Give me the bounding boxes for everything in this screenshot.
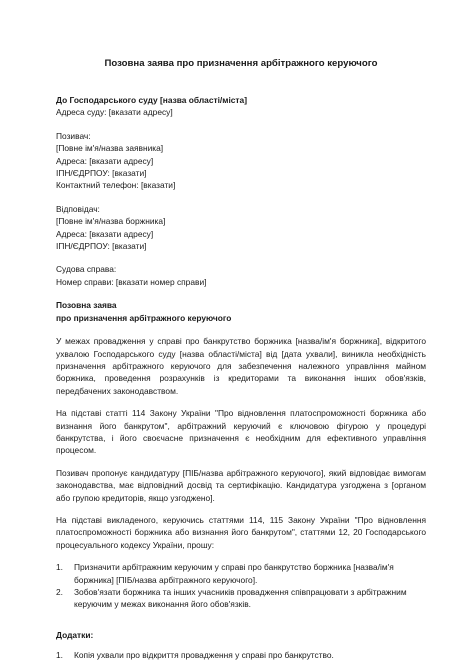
paragraph-3: Позивач пропонує кандидатуру [ПІБ/назва арбітражного керуючого], який відповідає вимогам законодавства, має відповідний досвід та сертифікацію. Кандидатура узгоджена з [органом або групою кредиторів, якщо узгоджено]. — [56, 467, 426, 503]
court-addressee: До Господарського суду [назва області/міста] — [56, 95, 247, 105]
plaintiff-label: Позивач: — [56, 130, 91, 141]
document-title: Позовна заява про призначення арбітражного керуючого — [104, 58, 378, 69]
list-item — [56, 586, 426, 611]
defendant-label: Відповідач: — [56, 203, 100, 214]
list-item-number: 1. — [56, 562, 63, 573]
court-address: Адреса суду: [вказати адресу] — [56, 107, 173, 118]
defendant-name: [Повне ім'я/назва боржника] — [56, 216, 166, 227]
plaintiff-address: Адреса: [вказати адресу] — [56, 155, 154, 166]
list-item-text: Копія ухвали про відкриття провадження у справі про банкрутство. — [74, 650, 334, 661]
case-number: Номер справи: [вказати номер справи] — [56, 276, 207, 287]
list-item-number: 2. — [56, 587, 63, 597]
defendant-address: Адреса: [вказати адресу] — [56, 228, 154, 239]
list-item-number: 1. — [56, 650, 63, 661]
list-item — [56, 561, 426, 586]
paragraph-1: У межах провадження у справі про банкрутство боржника [назва/ім'я боржника], відкритого ухвалою Господарського суду [назва області/міста] від [дата ухвали], виникла необхідність призначення арбітражного керуючого для забезпечення належного управління майном боржника, проведення розрахунків із кредиторами та виконання інших обов'язків, передбачених законодавством. — [56, 336, 426, 396]
heading-line-1: Позовна заява — [56, 300, 117, 311]
plaintiff-name: [Повне ім'я/назва заявника] — [56, 143, 164, 154]
attachments-list — [56, 649, 426, 661]
plaintiff-ipn: ІПН/ЄДРПОУ: [вказати] — [56, 168, 147, 179]
paragraph-4: На підставі викладеного, керуючись статтями 114, 115 Закону України "Про відновлення платоспроможності боржника або визнання його банкрутом", статтями 12, 20 Господарського процесуального кодексу України, прошу: — [56, 514, 426, 550]
request-list — [56, 561, 426, 611]
heading-line-2: про призначення арбітражного керуючого — [56, 312, 232, 323]
list-item-text: Зобов'язати боржника та інших учасників провадження співпрацювати з арбітражним керуючим у межах виконання його обов'язків. — [74, 587, 407, 610]
list-item-text: Призначити арбітражним керуючим у справі про банкрутство боржника [назва/ім'я боржника] [ПІБ/назва арбітражного керуючого]. — [74, 562, 394, 585]
case-label: Судова справа: — [56, 264, 117, 275]
paragraph-2: На підставі статті 114 Закону України "Про відновлення платоспроможності боржника або визнання його банкрутом", арбітражний керуючий є ключовою фігурою у процедурі банкрутства, і його своєчасне призначення є необхідним для ефективного управління процесом. — [56, 408, 426, 456]
attachments-label: Додатки: — [56, 629, 94, 640]
plaintiff-phone: Контактний телефон: [вказати] — [56, 180, 176, 191]
list-item — [56, 649, 426, 661]
defendant-ipn: ІПН/ЄДРПОУ: [вказати] — [56, 241, 147, 252]
